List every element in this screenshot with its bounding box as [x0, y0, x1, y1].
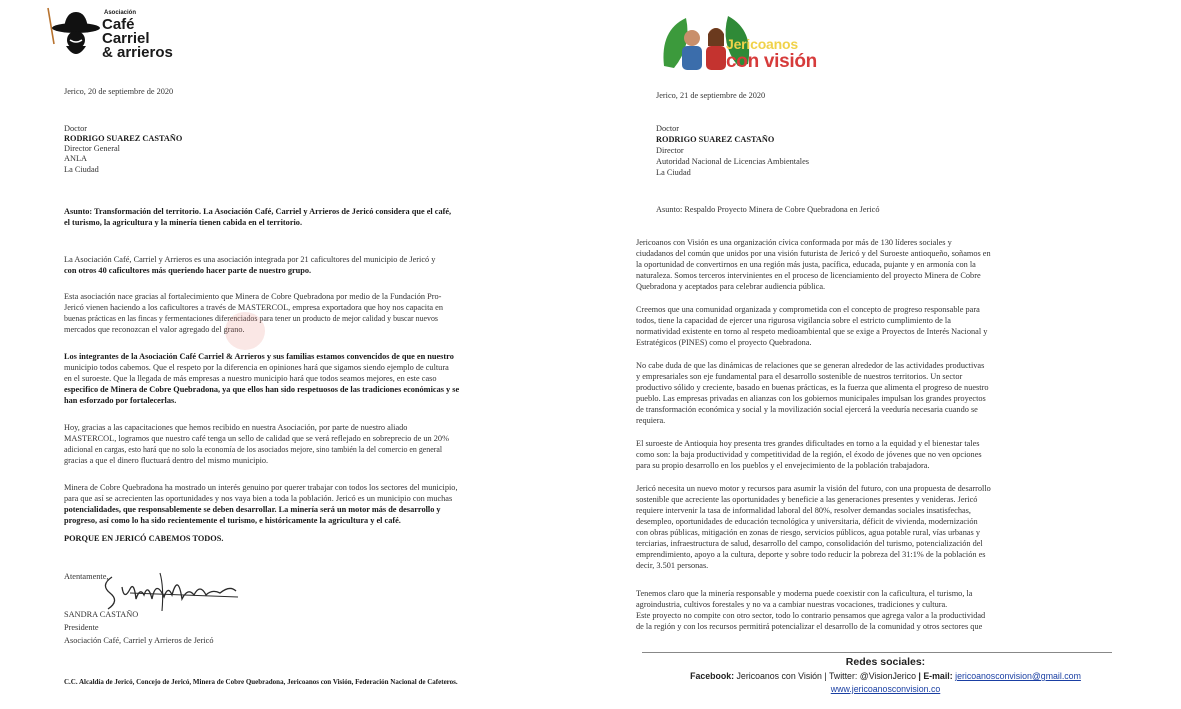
logo-line2: con visión [726, 51, 817, 72]
brand-line2: Carriel [102, 30, 150, 47]
recipient-line: Director [656, 146, 684, 155]
recipient-line: Autoridad Nacional de Licencias Ambientales [656, 157, 809, 166]
paragraph-line: mercados que reconozcan el valor agregado del grano. [64, 325, 245, 334]
paragraph-line: sostenible que acreciente las oportunidades y beneficie a las generaciones presentes y venideras. Jericó [636, 495, 978, 504]
paragraph-line: Jericoanos con Visión es una organización cívica conformada por más de 130 líderes sociales y [636, 238, 952, 247]
paragraph-line: productivo sólido y creciente, basado en buenas prácticas, es la fuerza que alimenta el progreso de nuestro [636, 383, 989, 392]
asociacion-logo [42, 6, 173, 68]
jericoanos-logo [656, 6, 846, 76]
paragraph-line: Esta asociación nace gracias al fortalecimiento que Minera de Cobre Quebradona por medio de la Fundación Pro- [64, 292, 442, 301]
letter-date: Jerico, 20 de septiembre de 2020 [64, 87, 174, 96]
paragraph-line: especifico de Minera de Cobre Quebradona, ya que ellos han sido respetuosos de las tradiciones económicas y se [64, 385, 460, 394]
paragraph-line: Minera de Cobre Quebradona ha mostrado un interés genuino por querer trabajar con todos los sectores del municipio, [64, 483, 458, 492]
paragraph-line: ciudadanos del común que unidos por una visión futurista de Jericó y del Suroeste antioqueño, soñamos en [636, 249, 991, 258]
paragraph-line: municipio todos cabemos. Que el respeto por la diferencia en opiniones hará que sigamos siendo ejemplo de cultura [64, 363, 449, 372]
paragraph-line: para su propio desarrollo en los pueblos y el envejecimiento de la población trabajadora. [636, 461, 930, 470]
paragraph-line: agroindustria, cultivos forestales y no va a cambiar nuestras vocaciones, tradiciones y cultura. [636, 600, 948, 609]
recipient-line: Director General [64, 144, 120, 153]
closing-caps: PORQUE EN JERICÓ CABEMOS TODOS. [64, 534, 224, 543]
email-link[interactable]: jericoanosconvision@gmail.com [955, 671, 1081, 681]
footer-title: Redes sociales: [845, 656, 926, 668]
footer-social-line [590, 671, 1181, 681]
paragraph-line: MASTERCOL, logramos que nuestro café tenga un sello de calidad que se verá reflejado en sobreprecio de un 20% [64, 434, 449, 443]
website-link[interactable]: www.jericoanosconvision.co [830, 684, 941, 694]
paragraph-line: en el suroeste. Que la llegada de más empresas a nuestro municipio hará que todos seamos mejores, en este caso [64, 374, 437, 383]
paragraph-line: El suroeste de Antioquia hoy presenta tres grandes dificultades en torno a la equidad y el bienestar tales [636, 439, 980, 448]
paragraph-line: con otros 40 caficultores más queriendo hacer parte de nuestro grupo. [64, 266, 312, 275]
subject-line: Asunto: Transformación del territorio. La Asociación Café, Carriel y Arrieros de Jericó considera que el café, [64, 207, 452, 216]
paragraph-line: potencialidades, que responsablemente se deben desarrollar. La minería será un motor más de desarrollo y [64, 505, 441, 514]
paragraph-line: emprendimiento, apoyo a la cultura, deporte y sobre todo reducir la pobreza del 31:1% de la población es [636, 550, 986, 559]
paragraph-line: Jericó necesita un nuevo motor y recursos para asumir la visión del futuro, con una propuesta de desarrollo [636, 484, 991, 493]
facebook-handle[interactable]: Jericoanos con Visión [734, 671, 822, 681]
hat-arriero-icon [42, 6, 102, 66]
left-letter-page [0, 0, 580, 709]
recipient-line: La Ciudad [64, 165, 99, 174]
paragraph-line: Estratégicos (PINES) como el proyecto Quebradona. [636, 338, 812, 347]
signer-line: Presidente [64, 623, 99, 632]
paragraph-line: adicional en cargas, esto hará que no solo la economía de los asociados mejore, sino también la del comercio en general [64, 445, 443, 454]
paragraph-line: requiera. [636, 416, 666, 425]
recipient-line: La Ciudad [656, 168, 691, 177]
paragraph-line: Los integrantes de la Asociación Café Carriel & Arrieros y sus familias estamos convencidos de que en nuestro [64, 352, 454, 361]
paragraph-line: Quebradona y aceptados para celebrar audiencia pública. [636, 282, 826, 291]
recipient-line: RODRIGO SUAREZ CASTAÑO [656, 135, 775, 144]
brand-line3: & arrieros [102, 44, 173, 61]
paragraph-line: terciarias, infraestructura de salud, desarrollo del campo, consolidación del turismo, potencialización del [636, 539, 983, 548]
paragraph-line: La Asociación Café, Carriel y Arrieros es una asociación integrada por 21 caficultores del municipio de Jericó y [64, 255, 436, 264]
paragraph-line: han esforzado por fortalecerlas. [64, 396, 177, 405]
twitter-label: | Twitter: [821, 671, 858, 681]
paragraph-line: No cabe duda de que las dinámicas de relaciones que se generan alrededor de las actividades productivas [636, 361, 985, 370]
paragraph-line: Hoy, gracias a las capacitaciones que hemos recibido en nuestra Asociación, por parte de nuestro aliado [64, 423, 408, 432]
footer-website-line [590, 684, 1181, 694]
recipient-line: Doctor [64, 124, 88, 133]
letter-date: Jerico, 21 de septiembre de 2020 [656, 91, 766, 100]
twitter-handle[interactable]: @VisionJerico [857, 671, 916, 681]
logo-line1: Jericoanos [726, 36, 798, 52]
paragraph-line: naturaleza. Somos terceros intervinientes en el proceso de licenciamiento del proyecto Minera de Cobre [636, 271, 981, 280]
paragraph-line: buenas prácticas en las fincas y fermentaciones diferenciados para tener un producto de mejor calidad y buscar nuevos [64, 314, 438, 323]
subject-line: Asunto: Respaldo Proyecto Minera de Cobre Quebradona en Jericó [656, 205, 880, 214]
signer-line: SANDRA CASTAÑO [64, 610, 139, 619]
recipient-line: RODRIGO SUAREZ CASTAÑO [64, 134, 183, 143]
paragraph-line: Tenemos claro que la minería responsable y moderna puede coexistir con la caficultura, el turismo, la [636, 589, 973, 598]
paragraph-line: con obras públicas, mitigación en zonas de riesgo, servicios públicos, agua potable rural, vías urbanas y [636, 528, 980, 537]
paragraph-line: Este proyecto no compite con otro sector, todo lo contrario pensamos que agrega valor a la productividad [636, 611, 986, 620]
paragraph-line: Jericó vienen haciendo a los caficultores a través de MASTERCOL, empresa exportadora que hoy nos capacita en [64, 303, 443, 312]
paragraph-line: para que así se acrecienten las oportunidades y nos vaya bien a toda la población. Jericó es un municipio con muchas [64, 494, 453, 503]
facebook-label: Facebook: [690, 671, 735, 681]
paragraph-line: y empresariales son eje fundamental para el desarrollo sostenible de nuestros territorios. Un sector [636, 372, 963, 381]
paragraph-line: como son: la baja productividad y competitividad de la región, el éxodo de jóvenes que no ven opciones [636, 450, 982, 459]
paragraph-line: requiere intervenir la tasa de informalidad laboral del 80%, resolver demandas sociales insatisfechas, [636, 506, 971, 515]
brand-line1: Café [102, 16, 135, 33]
paragraph-line: de la región y con los recursos permitirá potencializar el desarrollo de la comunidad y otros sectores que [636, 622, 983, 631]
paragraph-line: la oportunidad de convertirnos en una región más justa, pacífica, educada, pujante y en armonía con la [636, 260, 976, 269]
email-label: | E-mail: [915, 671, 953, 681]
red-stamp-mark [225, 312, 265, 350]
paragraph-line: todos, tiene la capacidad de ejercer una rigurosa vigilancia sobre el estricto cumplimiento de la [636, 316, 951, 325]
signer-line: Asociación Café, Carriel y Arrieros de Jericó [64, 636, 214, 645]
footer-divider [642, 652, 1112, 653]
cc-line: C.C. Alcaldía de Jericó, Concejo de Jericó, Minera de Cobre Quebradona, Jericoanos con Visión, Federación Nacional de Cafeteros. [64, 678, 458, 686]
paragraph-line: desempleo, oportunidades de educación tecnológica y universitaria, déficit de vivienda, modernización [636, 517, 978, 526]
paragraph-line: pueblo. Las empresas privadas en alianzas con los gobiernos municipales impulsan los grandes proyectos [636, 394, 986, 403]
paragraph-line: decir, 3.501 personas. [636, 561, 709, 570]
paragraph-line: Creemos que una comunidad organizada y comprometida con el concepto de progreso responsable para [636, 305, 980, 314]
right-letter-page [590, 0, 1181, 709]
salutation: Atentamente, [64, 572, 109, 581]
paragraph-line: gracias a que el dinero fluctuará dentro del mismo municipio. [64, 456, 269, 465]
brand-small-label: Asociación [104, 10, 137, 16]
paragraph-line: de transformación económica y social y la movilización social ejercerá la veeduría necesaria cuando se [636, 405, 978, 414]
recipient-line: Doctor [656, 124, 680, 133]
subject-line: el turismo, la agricultura y la minería tienen cabida en el territorio. [64, 218, 303, 227]
paragraph-line: normatividad existente en torno al respeto medioambiental que se exige a Proyectos de Interés Nacional y [636, 327, 988, 336]
paragraph-line: progreso, así como lo ha sido recientemente el turismo, e históricamente la agricultura y el café. [64, 516, 401, 525]
recipient-line: ANLA [64, 154, 88, 163]
